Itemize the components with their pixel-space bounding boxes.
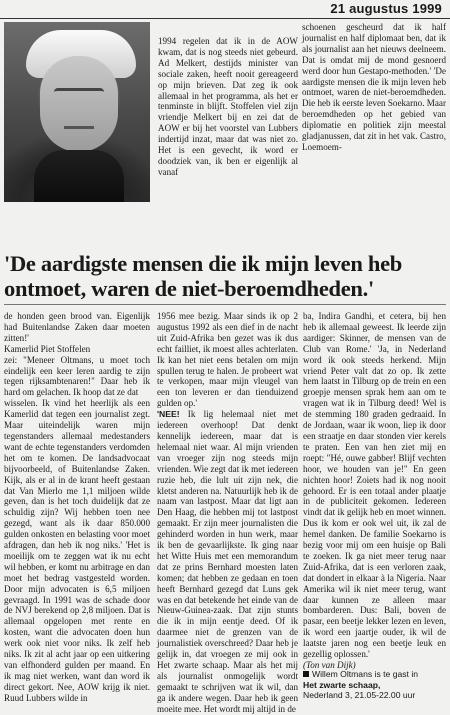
broadcast-time: Nederland 3, 21.05-22.00 uur [303,690,416,701]
pull-quote: 'De aardigste mensen die ik mijn leven heb ontmoet, waren de niet-beroemdheden.' [4,251,403,301]
tv-listing [303,669,446,701]
article-column-bottom-2 [157,311,298,714]
tv-line [303,669,446,680]
lead-word: 'NEE! [157,409,180,420]
column-text: 1994 regelen dat ik in de AOW kwam, dat is nog steeds niet gebeurd. Ad Melkert, destijds minister van sociale zaken, heeft nooit gereageerd op mijn brieven. Dat zeg ik ook allemaal in het programma, als het er tenminste in blijft. Stoffelen viel zijn vriendje Melkert bij en zei dat de AOW er bij het voorstel van Lubbers indertijd inzat, maar dat was niet zo. Het is een gevecht, ik word er doodziek van, ik ben er eigenlijk al vanaf [158,36,298,177]
quote-rule [4,304,446,305]
photo-face [40,56,118,152]
photo-collar [34,150,124,202]
article-column-bottom-3 [303,311,446,670]
column-text: schoenen gescheurd dat ik half journalist en half diplomaat ben, dat ik als journalist aan het nieuws deelneem. Dat is omdat mij de mond gesnoerd werd door hun Gestapo-methoden.' 'De aardigste mensen die ik mijn leven heb ontmoet, waren de niet-beroemdheden. Die heb ik eerste leven Soekarno. Maar beroemdheden op het gebied van diplomatie en politiek zijn meestal gladjanussen, dat zit in het vak. Castro, Loemoem- [302,22,446,152]
top-rule [0,18,450,19]
intro-text: de honden geen brood van. Eigenlijk had Buitenlandse Zaken daar moeten zitten!' [4,311,150,343]
portrait-photo [4,22,150,202]
article-column-top-left [158,36,298,247]
program-name: Het zwarte schaap, [303,679,381,690]
column-text: wisselen. Ik vind het heerlijk als een Kamerlid dat tegen een journalist zegt. Maar uiteindelijk waren mijn tegenstanders allemaal medestanders want de echte tegenstanders verdomden het om te komen. De landsadvocaat bijvoorbeeld, of Buitenlandse Zaken. Kijk, als er al in de krant heeft gestaan dat Van Mierlo me 1,1 miljoen wilde geven, dan is het toch duidelijk dat ze schuldig zijn? Wij hebben toen nee gezegd, want als ik daar 850.000 gulden onkosten en belasting voor moet afdragen, dan heb ik nog niks.' 'Het is moeilijk om te zeggen wat ik nu echt wil hebben, er komt nu arbitrage en dan moet het bedrag vastgesteld worden. Door mijn advocaten is 6,5 miljoen gevraagd. In 1991 was de schade door de NVJ berekend op 2,8 miljoen. Dat is allemaal opgelopen met rente en kosten, want die advocaten doen hun werk ook niet voor niks. Ik zelf heb niks. Ik zit al acht jaar op een uitkering van elfhonderd gulden per maand. En ik mag niet werken, want dan word ik direct gekort. Nee, AOW krijg ik niet. Ruud Lubbers wilde in [4,398,150,703]
article-column-bottom-1 [4,311,150,707]
article-column-top-right [302,22,446,247]
photo-mouth [64,126,94,129]
caption-label: Kamerlid Piet Stoffelen [4,343,91,354]
author-signature: (Ton van Dijk) [303,660,356,670]
column-text: Ik lig helemaal niet met iedereen overhoop! Dat denkt kennelijk iedereen, maar dat is helemaal niet waar. Al mijn vrienden van vroeger zijn nog steeds mijn vrienden. Wie zegt dat ik met iedereen ruzie heb, die lult uit zijn nek, die kletst anderen na. Natuurlijk heb ik de naam van lastpost. Maar dat ligt aan Den Haag, die hebben mij tot lastpost gemaakt. Er zijn meer journalisten die gehinderd worden in hun werk, maar ik ben de gevaarlijkste. Ik ging naar het Witte Huis met een memorandum dat ze prins Bernhard moesten laten komen; dat hebben ze gedaan en toen heeft Bernhard gezegd dat Luns gek was en dat betekende het einde van de Nieuw-Guinea-zaak. Dat zijn stunts die ik in mijn eentje deed. Of ik daarmee niet de grenzen van de journalistiek overschreed? Daar heb je gelijk in, dat vroegen ze mij ook in Het zwarte schaap. Maar als het mij als journalist onmogelijk wordt gemaakt te schrijven wat ik wil, dan ga ik andere wegen. Daar heb ik geen moeite mee. Het wordt mij altijd in de [157,409,298,714]
column-text: 1956 mee bezig. Maar sinds ik op 2 augustus 1992 als een dief in de nacht uit Zuid-Afrika ben gezet was ik dus echt failliet, ik moest alles achterlaten. Ik kan het niet eens betalen om mijn spullen terug te halen. Je probeert wat te verkopen, maar mijn vleugel van een ton leveren er dan tienduizend gulden op.' [157,311,298,409]
column-text: ba, Indira Gandhi, et cetera, bij hen heb ik allemaal geweest. Ik leerde zijn aardiger: Skinner, de mensen van de Club van Rome.' 'Ja, in Nederland word ik ook steeds herkend. Mijn vriend Peter valt dat zo op. Ik zette hem laatst in Tilburg op de trein en een groepje mensen sprak hem aan om te vragen wat ik in Tilburg deed! Wel is de stemming 180 graden gedraaid. In de Jordaan, waar ik woon, liep ik door een straatje en daar stonden vier kerels te praten. Een van hen ziet mij en roept: "Hé, ouwe gabber! Blijf vechten hoor, we houden van je!" En geen nichten hoor! Zoiets had ik nog nooit gehoord. Er is een totaal ander plaatje in de publiciteit gekomen. Iedereen vindt dat ik gelijk heb en moet winnen. Dus ik kom er ook wel uit, ik zal de hemel danken. De familie Soekarno is bezig voor mij om een huisje op Bali te zoeken. Ik ga niet meer terug naar Zuid-Afrika, dat is een verloren zaak, dat dondert in elkaar à la Nigeria. Naar Amerika wil ik niet meer terug, want daar kunnen ze alleen maar bombarderen. Dus: Bali, boven de pasar, een beetje lekker lezen en leven, ik word een jaartje ouder, ik wil de laatste jaren nog een beetje leuk en gezellig oplossen.' [303,311,446,660]
issue-date: 21 augustus 1999 [330,1,442,16]
bullet-icon [303,671,309,677]
caption-text: zei: "Meneer Oltmans, u moet toch eindelijk een keer leren aardig te zijn tegen rijksambtenaren!" Daar heb ik hard om gelachen. Ik hoop dat ze dat [4,354,150,398]
tv-line-text: Willem Oltmans is te gast in [312,669,419,679]
photo-eyes [54,88,104,97]
column-paragraph [157,409,298,714]
